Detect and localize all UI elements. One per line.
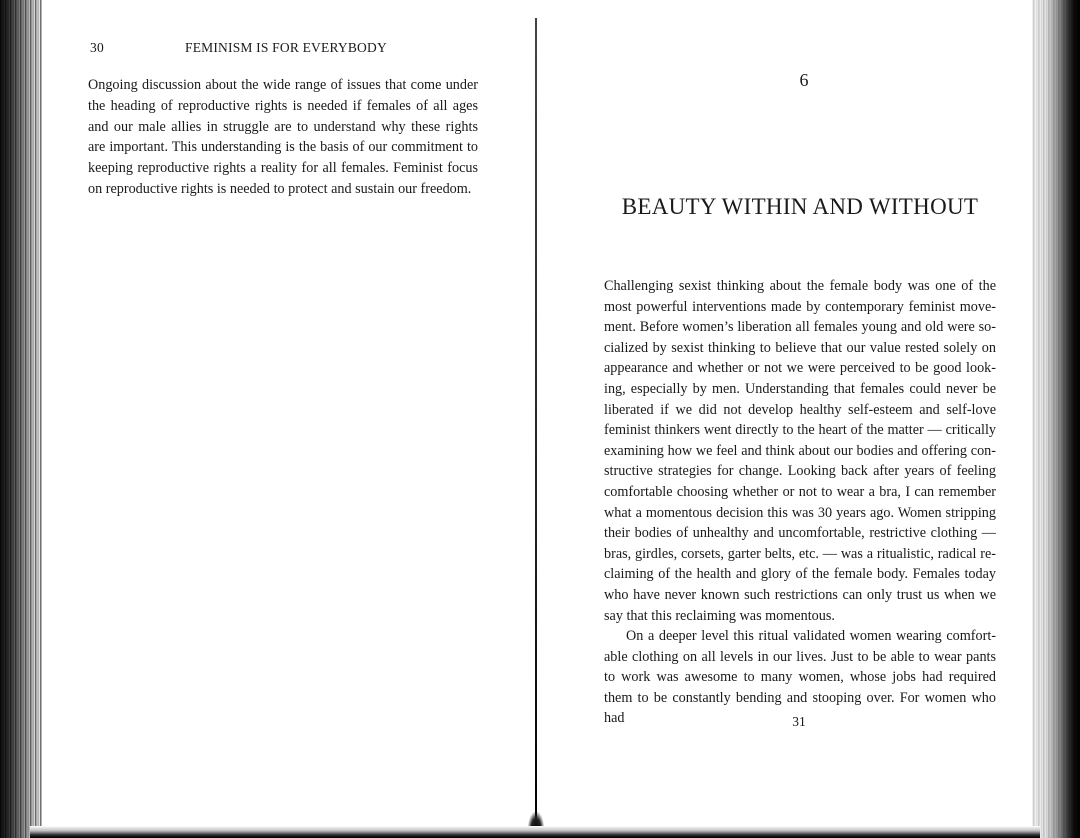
chapter-title: BEAUTY WITHIN AND WITHOUT: [621, 194, 979, 219]
right-scan-shadow: [1032, 0, 1080, 838]
left-body-paragraph: Ongoing discussion about the wide range of issues that come under the heading of reproductive rights is needed if females of all ages and our male allies in struggle are to understand why these rights are important. This understanding is the basis of our commitment to keeping reproductive rights a reality for all females. Feminist focus on reproductive rights is needed to protect and sustain our freedom.: [88, 77, 478, 197]
left-scan-shadow: [0, 0, 42, 838]
running-title: FEMINISM IS FOR EVERYBODY: [185, 40, 387, 55]
left-page-number: 30: [90, 40, 104, 55]
book-gutter: [535, 18, 537, 826]
left-page: [88, 40, 478, 200]
chapter-number: 6: [799, 70, 809, 90]
bottom-scan-shadow: [30, 826, 1040, 838]
body-paragraph-2: On a deeper level this ritual validated women wearing comfortable clothing on all levels in our lives. Just to be able to wear pants to work was awesome to many women, whose jobs had required them to be constantly bending and stooping over. For women who had: [604, 628, 996, 727]
body-paragraph-1: Challenging sexist thinking about the female body was one of the most powerful interventions made by contemporary feminist movement. Before women’s liberation all females young and old were socialized by sexist thinking to believe that our value rested solely on appearance and whether or not we were perceived to be good looking, especially by men. Understanding that females could never be liberated if we did not develop healthy self-esteem and self-love feminist thinkers went directly to the heart of the matter — critically examining how we feel and think about our bodies and offering constructive strategies for change. Looking back after years of feeling comfortable choosing whether or not to wear a bra, I can remember what a momentous decision this was 30 years ago. Women stripping their bodies of unhealthy and uncomfortable, restrictive clothing — bras, girdles, corsets, garter belts, etc. — was a ritualistic, radical reclaiming of the health and glory of the female body. Females today who have never known such restrictions can only trust us when we say that this reclaiming was momentous.: [604, 278, 996, 624]
right-page-number: 31: [792, 714, 806, 729]
right-body-text: [604, 276, 996, 729]
running-header: [88, 40, 478, 58]
